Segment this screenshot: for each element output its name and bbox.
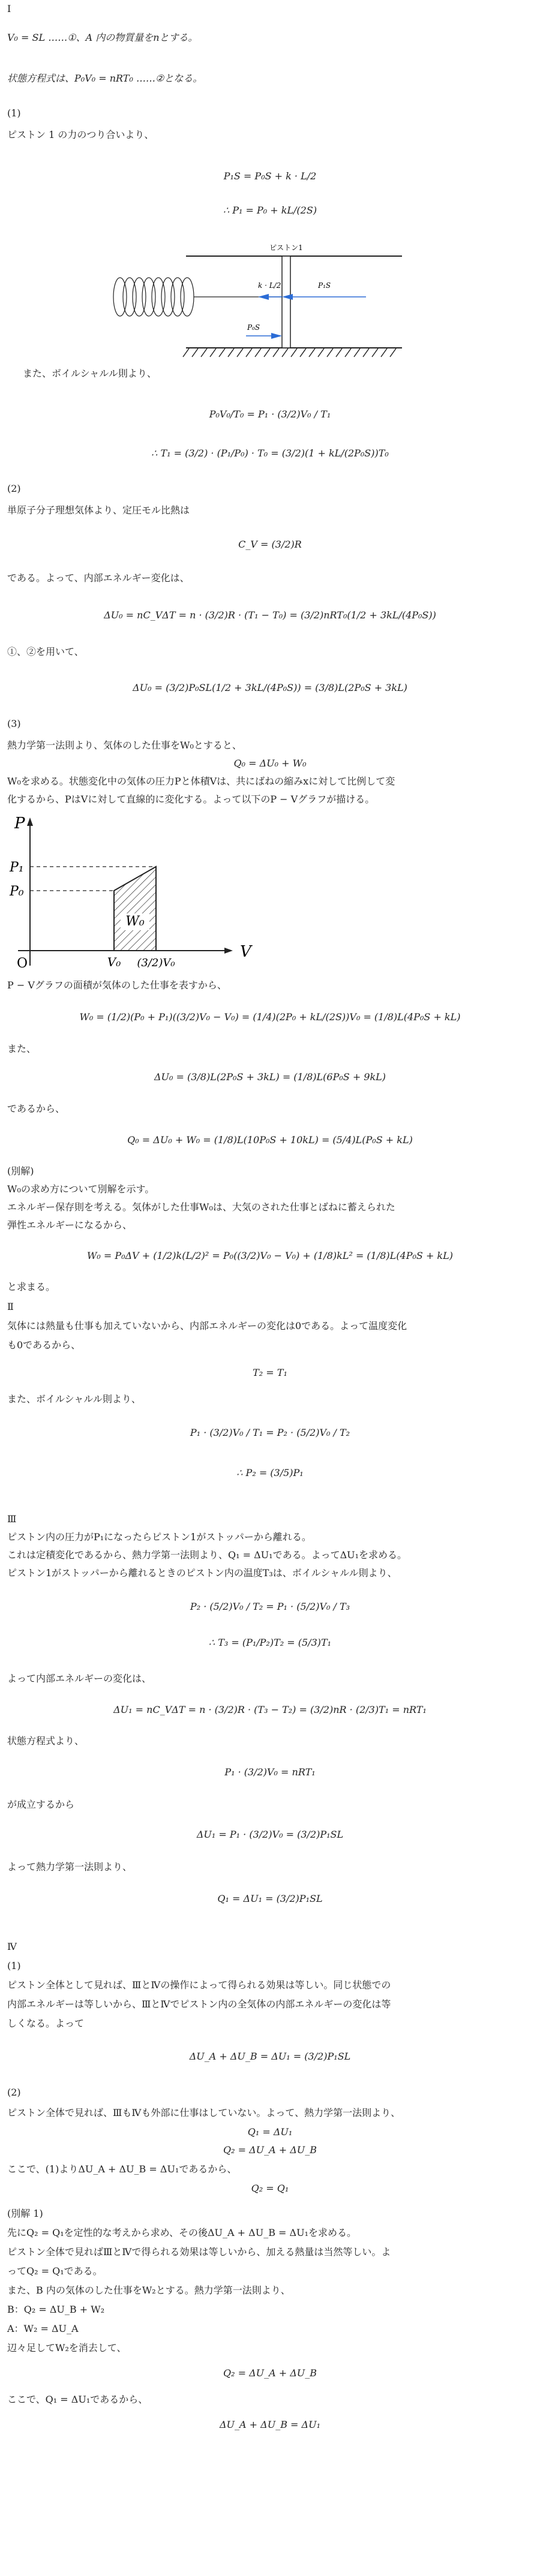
- equation-t2: T₂ = T₁: [253, 1367, 287, 1378]
- alt-text-2: エネルギー保存則を考える。気体がした仕事W₀は、大気のされた仕事とばねに蓄えられた: [7, 1201, 395, 1213]
- line-v0: V₀ = SL ……①、A 内の物質量をnとする。: [7, 32, 198, 43]
- part3-text-2: これは定積変化であるから、熱力学第一法則より、Q₁ = ΔU₁である。よってΔU₁を求める。: [7, 1549, 407, 1561]
- part4-subheading-2: (2): [7, 2087, 21, 2098]
- subheading-3: (3): [7, 718, 21, 729]
- equation-q1: Q₁ = ΔU₁ = (3/2)P₁SL: [217, 1893, 323, 1904]
- part3-text-5: 状態方程式より、: [7, 1735, 85, 1747]
- part4-text-5: ここで、(1)よりΔU_A + ΔU_B = ΔU₁であるから、: [7, 2163, 237, 2175]
- equation-q2-sum: Q₂ = ΔU_A + ΔU_B: [223, 2144, 317, 2156]
- part3-text-6: が成立するから: [7, 1799, 75, 1810]
- equation-du0: ΔU₀ = nC_VΔT = n · (3/2)R · (T₁ − T₀) = (3/2)nRT₀(1/2 + 3kL/(4P₀S)): [104, 609, 436, 621]
- part3-text-4: よって内部エネルギーの変化は、: [7, 1673, 152, 1684]
- alt-text-1: W₀の求め方について別解を示す。: [7, 1183, 155, 1195]
- text-w0-b: 化するから、PはVに対して直線的に変化する。よって以下のP − Vグラフが描ける。: [7, 793, 375, 805]
- heading-part-4: Ⅳ: [7, 1941, 17, 1952]
- label-spring-force: k · L/2: [258, 281, 281, 290]
- part4-alt-1: 先にQ₂ = Q₁を定性的な考えから求め、その後ΔU_A + ΔU_B = ΔU₁を求める。: [7, 2227, 357, 2238]
- piston-spring-diagram: [108, 237, 432, 369]
- part4-alt-2: ピストン全体で見ればⅢとⅣで得られる効果は等しいから、加える熱量は当然等しい。よ: [7, 2246, 391, 2258]
- part4-alt-heading: (別解 1): [7, 2208, 43, 2219]
- label-p0s: P₀S: [247, 323, 260, 332]
- work-area-w0: [114, 867, 156, 951]
- equation-q2-q1: Q₂ = Q₁: [251, 2183, 289, 2194]
- equation-state-3: P₁ · (3/2)V₀ = nRT₁: [224, 1766, 316, 1778]
- part4-alt-6: A：W₂ = ΔU_A: [7, 2323, 79, 2334]
- text-monatomic: 単原子分子理想気体より、定圧モル比熱は: [7, 504, 190, 516]
- text-boyle-1: また、ボイルシャルル則より、: [23, 368, 157, 379]
- alt-text-4: と求まる。: [7, 1281, 56, 1292]
- part4-alt-5: B：Q₂ = ΔU_B + W₂: [7, 2304, 105, 2315]
- pv-graph: [6, 813, 258, 978]
- text-area: P − Vグラフの面積が気体のした仕事を表すから、: [7, 979, 227, 991]
- axis-label-p: P: [14, 814, 25, 832]
- text-also: また、: [7, 1043, 37, 1054]
- equation-p1: ∴ P₁ = P₀ + kL/(2S): [223, 205, 317, 216]
- text-first-law: 熱力学第一法則より、気体のした仕事をW₀とすると、: [7, 740, 242, 751]
- part2-text-boyle: また、ボイルシャルル則より、: [7, 1393, 141, 1405]
- equation-p2: ∴ P₂ = (3/5)P₁: [236, 1467, 304, 1478]
- text-w0-a: W₀を求める。状態変化中の気体の圧力Pと体積Vは、共にばねの縮みxに対して比例して変: [7, 775, 395, 787]
- equation-alt-final: ΔU_A + ΔU_B = ΔU₁: [220, 2419, 320, 2430]
- equation-alt-q2: Q₂ = ΔU_A + ΔU_B: [223, 2367, 317, 2379]
- part4-text-2: 内部エネルギーは等しいから、ⅢとⅣでピストン内の全気体の内部エネルギーの変化は等: [7, 1998, 391, 2010]
- part4-text-4: ピストン全体で見れば、ⅢもⅣも外部に仕事はしていない。よって、熱力学第一法則より、: [7, 2107, 401, 2118]
- equation-t1: ∴ T₁ = (3/2) · (P₁/P₀) · T₀ = (3/2)(1 + kL/(2P₀S))T₀: [151, 447, 389, 459]
- part4-alt-7: 辺々足してW₂を消去して、: [7, 2342, 127, 2353]
- equation-sum: ΔU_A + ΔU_B = ΔU₁ = (3/2)P₁SL: [189, 2051, 351, 2062]
- equation-du1: ΔU₁ = nC_VΔT = n · (3/2)R · (T₃ − T₂) = (3/2)nR · (2/3)T₁ = nRT₁: [113, 1704, 427, 1715]
- equation-q0: Q₀ = ΔU₀ + W₀: [233, 758, 307, 769]
- equation-w0: W₀ = (1/2)(P₀ + P₁)((3/2)V₀ − V₀) = (1/4)(2P₀ + kL/(2S))V₀ = (1/8)L(4P₀S + kL): [79, 1011, 461, 1023]
- equation-q1-du1: Q₁ = ΔU₁: [247, 2126, 293, 2138]
- label-p1s: P₁S: [318, 281, 331, 290]
- equation-boyle-1: P₀V₀/T₀ = P₁ · (3/2)V₀ / T₁: [209, 408, 331, 420]
- text-using: ①、②を用いて、: [7, 646, 84, 657]
- equation-t3: ∴ T₃ = (P₁/P₂)T₂ = (5/3)T₁: [208, 1637, 332, 1648]
- text-therefore: であるから、: [7, 1103, 65, 1114]
- heading-part-3: Ⅲ: [7, 1513, 17, 1525]
- part4-text-3: しくなる。よって: [7, 2018, 85, 2029]
- alt-text-3: 弾性エネルギーになるから、: [7, 1219, 133, 1231]
- tick-label-v0: V₀: [107, 955, 121, 969]
- label-piston: ピストン1: [269, 244, 303, 252]
- tick-label-p0: P₀: [10, 884, 24, 899]
- heading-part-1: Ⅰ: [7, 3, 11, 14]
- text-internal-energy: である。よって、内部エネルギー変化は、: [7, 572, 190, 584]
- equation-w0-alt: W₀ = P₀ΔV + (1/2)k(L/2)² = P₀((3/2)V₀ − V₀) + (1/8)kL² = (1/8)L(4P₀S + kL): [86, 1250, 453, 1261]
- equation-q0-b: Q₀ = ΔU₀ + W₀ = (1/8)L(10P₀S + 10kL) = (5/4)L(P₀S + kL): [127, 1134, 413, 1146]
- text-piston: ピストン 1 の力のつり合いより、: [7, 129, 154, 140]
- tick-label-p1: P₁: [10, 860, 24, 875]
- equation-du1-b: ΔU₁ = P₁ · (3/2)V₀ = (3/2)P₁SL: [196, 1829, 344, 1840]
- part2-text-1: 気体には熱量も仕事も加えていないから、内部エネルギーの変化は0である。よって温度変化: [7, 1320, 407, 1331]
- axis-label-v: V: [240, 943, 251, 961]
- equation-boyle-3: P₂ · (5/2)V₀ / T₂ = P₁ · (5/2)V₀ / T₃: [190, 1601, 350, 1612]
- equation-du0-c: ΔU₀ = (3/8)L(2P₀S + 3kL) = (1/8)L(6P₀S + 9kL): [154, 1071, 386, 1083]
- equation-du0-b: ΔU₀ = (3/2)P₀SL(1/2 + 3kL/(4P₀S)) = (3/8)L(2P₀S + 3kL): [133, 682, 407, 693]
- work-label-w0: W₀: [125, 914, 145, 929]
- origin-label: O: [17, 956, 28, 971]
- part3-text-3: ピストン1がストッパーから離れるときのピストン内の温度T₃は、ボイルシャルル則より、: [7, 1567, 397, 1579]
- equation-cv: C_V = (3/2)R: [238, 539, 302, 550]
- part4-text-1: ピストン全体として見れば、ⅢとⅣの操作によって得られる効果は等しい。同じ状態での: [7, 1979, 391, 1991]
- part4-subheading-1: (1): [7, 1960, 21, 1971]
- tick-label-v1: (3/2)V₀: [137, 957, 175, 969]
- part4-alt-3: ってQ₂ = Q₁である。: [7, 2265, 103, 2277]
- subheading-1: (1): [7, 107, 21, 119]
- part4-alt-4: また、B 内の気体のした仕事をW₂とする。熱力学第一法則より、: [7, 2285, 290, 2296]
- alt-heading-1: (別解): [7, 1165, 34, 1177]
- line-state-eq: 状態方程式は、P₀V₀ = nRT₀ ……②となる。: [7, 73, 203, 84]
- part3-text-1: ピストン内の圧力がP₁になったらピストン1がストッパーから離れる。: [7, 1531, 311, 1543]
- equation-force: P₁S = P₀S + k · L/2: [223, 170, 317, 182]
- equation-boyle-2: P₁ · (3/2)V₀ / T₁ = P₂ · (5/2)V₀ / T₂: [190, 1427, 350, 1438]
- subheading-2: (2): [7, 483, 21, 494]
- part2-text-2: も0であるから、: [7, 1339, 81, 1351]
- part3-text-7: よって熱力学第一法則より、: [7, 1861, 133, 1872]
- part4-alt-8: ここで、Q₁ = ΔU₁であるから、: [7, 2394, 148, 2405]
- heading-part-2: Ⅱ: [7, 1301, 14, 1312]
